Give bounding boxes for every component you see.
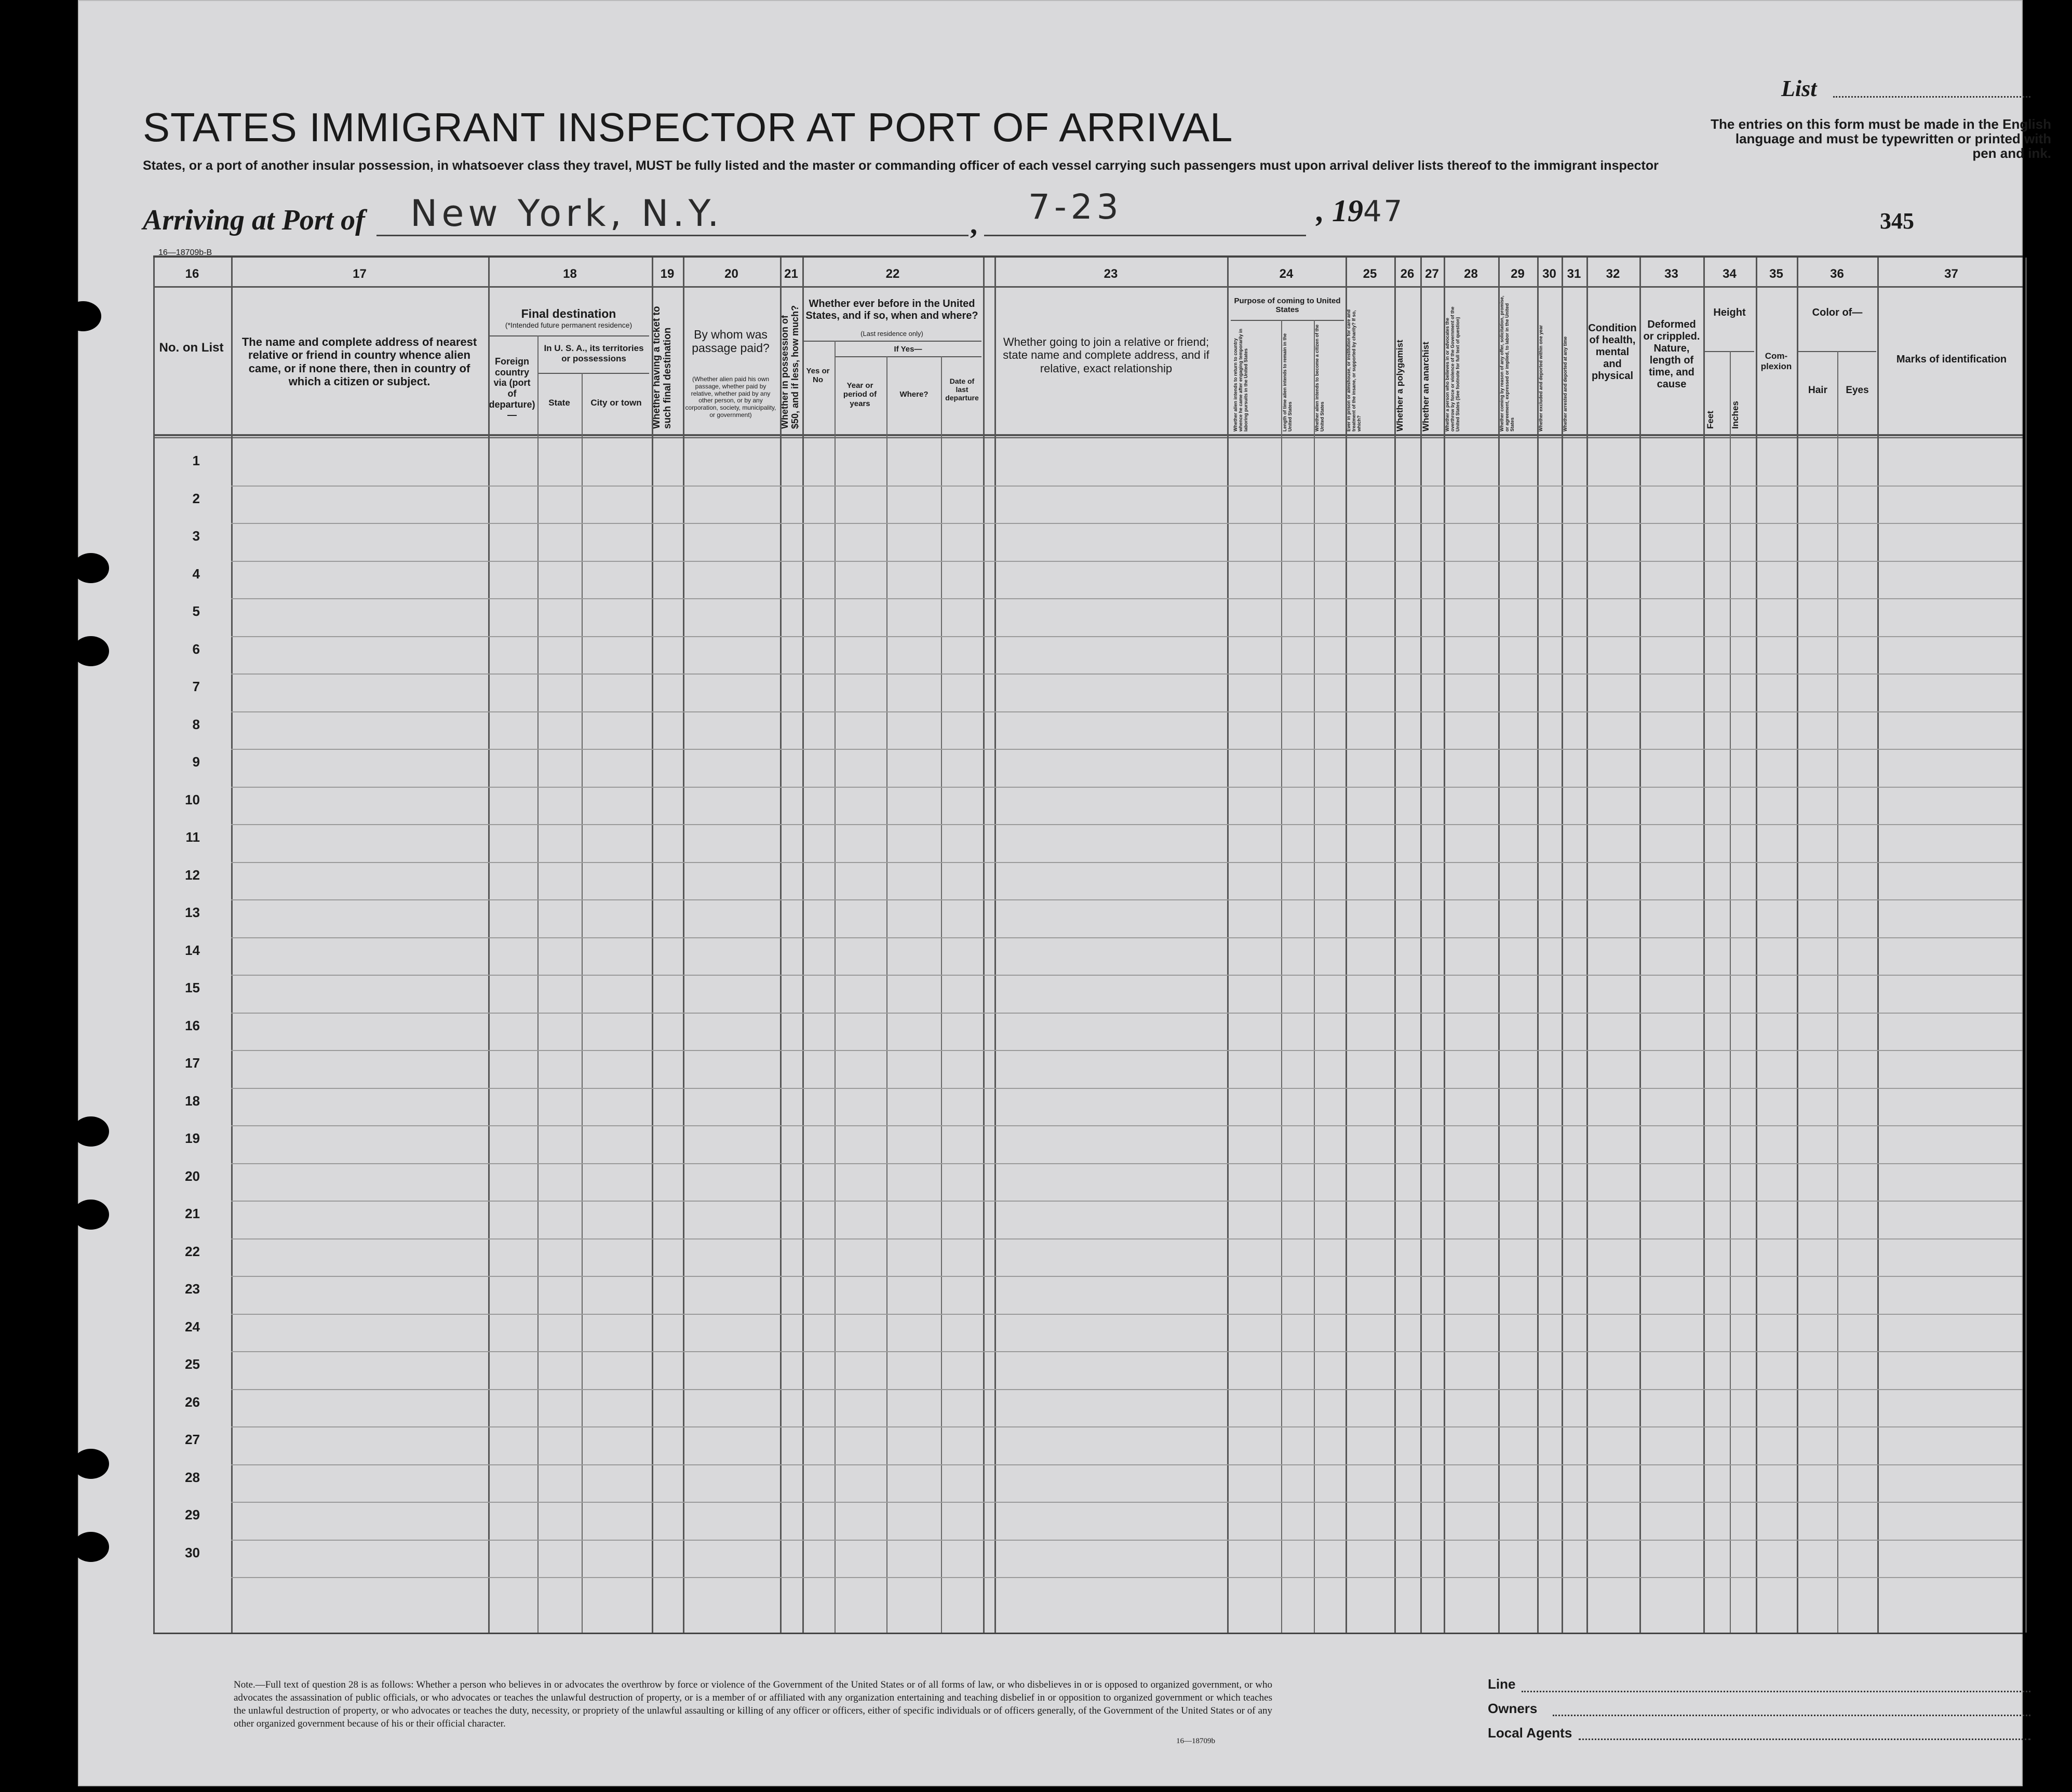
header-eyes: Eyes: [1846, 385, 1869, 396]
header-excluded: Whether excluded and deported within one year: [1538, 325, 1543, 432]
column-number-31: 31: [1567, 267, 1581, 281]
table-row[interactable]: [231, 598, 2023, 599]
table-row[interactable]: [231, 975, 2023, 976]
table-row[interactable]: [231, 1351, 2023, 1352]
column-number-33: 33: [1664, 267, 1678, 281]
row-number: 8: [192, 716, 200, 732]
subcolumn-divider: [835, 341, 836, 1633]
table-row[interactable]: [231, 673, 2023, 675]
year-value: 47: [1363, 195, 1405, 228]
form-subtitle: States, or a port of another insular possession, in whatsoever class they travel, MUST be fully listed and the master or commanding officer of each vessel carrying such passengers must upon arrival deliver lists thereof to the immigrant inspector: [143, 158, 1659, 173]
header-bottom-line-2: [153, 437, 2023, 438]
colnum-row-line: [153, 286, 2023, 288]
list-label: List: [1781, 76, 1817, 101]
row-number: 25: [185, 1356, 200, 1372]
column-number-18: 18: [563, 267, 577, 281]
header-in-usa: In U. S. A., its territories or possessions: [544, 343, 644, 363]
row-number: 18: [185, 1093, 200, 1109]
table-row[interactable]: [231, 899, 2023, 900]
date-line: [984, 235, 1306, 236]
header-date-departure: Date of last departure: [945, 377, 979, 402]
row-number: 20: [185, 1168, 200, 1184]
row-number: 11: [185, 829, 200, 845]
header-no-on-list: No. on List: [159, 341, 224, 355]
line-field: [1522, 1691, 2030, 1692]
comma: ,: [970, 208, 977, 240]
row-number: 5: [192, 603, 200, 619]
header-ticket: Whether having a ticket to such final destination: [651, 306, 673, 429]
list-number-line: [1833, 96, 2030, 98]
header-color-of: Color of—: [1812, 307, 1863, 318]
subcolumn-divider: [582, 373, 583, 1633]
column-number-30: 30: [1542, 267, 1556, 281]
subcolumn-divider: [537, 335, 539, 1633]
column-number-26: 26: [1400, 267, 1415, 281]
row-number: 17: [185, 1055, 200, 1071]
header-prison: Ever in prison or almshouse, or institution for care and treatment of the insane, or supported by charity? If so, which?: [1346, 309, 1362, 432]
subcolumn-divider: [1837, 351, 1838, 1633]
year: , 1947: [1316, 194, 1405, 228]
footnote-code: 16—18709b: [1176, 1737, 1215, 1745]
form-number: 16—18709b-B: [158, 248, 212, 257]
table-row[interactable]: [231, 787, 2023, 788]
owners-label: Owners: [1488, 1701, 1538, 1716]
manifest-page: [78, 0, 2051, 1786]
row-number: 14: [185, 942, 200, 958]
subcolumn-divider: [886, 356, 887, 1633]
table-row[interactable]: [231, 1314, 2023, 1315]
header-deformed: Deformed or crippled. Nature, length of time, and cause: [1643, 319, 1700, 390]
header-feet: Feet: [1705, 411, 1715, 429]
column-number-37: 37: [1944, 267, 1958, 281]
table-row[interactable]: [231, 1502, 2023, 1503]
column-number-21: 21: [784, 267, 798, 281]
row-number: 12: [185, 867, 200, 883]
agents-field: [1579, 1739, 2030, 1740]
header-purpose-length: Length of time alien intends to remain in the United States: [1282, 333, 1293, 432]
row-number: 13: [185, 905, 200, 920]
table-row[interactable]: [231, 711, 2023, 712]
header-final-destination: Final destination: [521, 307, 616, 320]
row-number: 22: [185, 1243, 200, 1259]
header-marks: Marks of identification: [1896, 354, 2007, 365]
row-number: 23: [185, 1281, 200, 1297]
column-number-22: 22: [885, 267, 900, 281]
subcolumn-divider: [941, 356, 942, 1633]
punch-hole: [73, 636, 109, 666]
row-number: 16: [185, 1017, 200, 1033]
row-number: 3: [192, 528, 200, 544]
column-number-17: 17: [353, 267, 367, 281]
column-number-35: 35: [1769, 267, 1783, 281]
table-row[interactable]: [231, 1389, 2023, 1390]
header-passage-paid-sub: (Whether alien paid his own passage, whether paid by relative, whether paid by any other person, or by any corporation, society, municipality, or government): [685, 375, 776, 419]
row-number: 1: [192, 453, 200, 468]
table-row[interactable]: [231, 1238, 2023, 1239]
punch-hole: [73, 1116, 109, 1147]
table-row[interactable]: [231, 1577, 2023, 1578]
column-number-25: 25: [1363, 267, 1377, 281]
header-inches: Inches: [1730, 401, 1740, 429]
agents-label: Local Agents: [1488, 1725, 1572, 1741]
line-label: Line: [1488, 1676, 1516, 1692]
punch-hole: [65, 301, 101, 331]
column-number-16: 16: [185, 267, 199, 281]
header-bottom-line: [153, 434, 2023, 436]
column-number-19: 19: [660, 267, 675, 281]
table-row[interactable]: [231, 1276, 2023, 1277]
table-row[interactable]: [231, 523, 2023, 524]
column-divider: [2025, 258, 2027, 1633]
year-prefix: 19: [1332, 194, 1363, 228]
row-number: 15: [185, 980, 200, 995]
column-number-34: 34: [1723, 267, 1737, 281]
row-number: 24: [185, 1318, 200, 1335]
header-complexion: Com- plexion: [1760, 351, 1792, 371]
table-row[interactable]: [231, 561, 2023, 562]
punch-hole: [73, 553, 109, 583]
header-overthrow: Whether a person who believes in or advocates the overthrow by force or violence of the Government of the United States (See footnote for full text of question): [1445, 306, 1460, 432]
row-number: 28: [185, 1469, 200, 1485]
arriving-label: Arriving at Port of: [143, 204, 365, 236]
table-row[interactable]: [231, 862, 2023, 863]
punch-hole: [73, 1200, 109, 1230]
column-number-27: 27: [1425, 267, 1439, 281]
row-number: 2: [192, 490, 200, 506]
subcolumn-divider: [1281, 320, 1282, 1633]
header-labor-offer: Whether coming by reason of any offer, solicitation, promise, or agreement, expressed or implied, to labor in the United States: [1499, 295, 1515, 432]
header-state: State: [548, 398, 570, 408]
punch-hole: [73, 1532, 109, 1562]
header-purpose-citizen: Whether alien intends to become a citizen of the United States: [1314, 324, 1325, 432]
table-row[interactable]: [231, 1201, 2023, 1202]
table-row[interactable]: [231, 1013, 2023, 1014]
header-health: Condition of health, mental and physical: [1588, 322, 1637, 382]
header-join-relative: Whether going to join a relative or friend; state name and complete address, and if relative, exact relationship: [1003, 335, 1209, 375]
table-row[interactable]: [231, 1088, 2023, 1089]
table-row[interactable]: [231, 1125, 2023, 1126]
header-passage-paid: By whom was passage paid?: [692, 328, 770, 355]
header-year-period: Year or period of years: [843, 381, 877, 408]
port-line: [376, 235, 968, 236]
row-number: 4: [192, 565, 200, 582]
header-where: Where?: [899, 390, 929, 399]
table-row[interactable]: [231, 1426, 2023, 1427]
header-foreign-country: Foreign country via (port of departure)—: [489, 356, 535, 421]
header-arrested: Whether arrested and deported at any time: [1563, 336, 1568, 432]
header-polygamist: Whether a polygamist: [1395, 340, 1405, 432]
subcolumn-divider: [1314, 320, 1315, 1633]
footnote: Note.—Full text of question 28 is as follows: Whether a person who believes in or advocates the overthrow by force or violence of the Government of the United States or of all forms of law, or who disbelieves in or is opposed to organized government, or who advocates the assassination of public officials, or who advocates or teaches the unlawful destruction of property, or is a member of or affiliated with any organization entertaining and teaching disbelief in or opposition to organized government or which teaches the unlawful destruction of property, or who advocates or teaches the duty, necessity, or propriety of the unlawful assaulting or killing of any officer or officers, either of specific individuals or of officers generally, of the Government of the United States or of any other organized government because of his or their official character.: [234, 1679, 1272, 1729]
header-height: Height: [1713, 307, 1746, 318]
punch-hole: [73, 1449, 109, 1479]
header-purpose: Purpose of coming to United States: [1234, 297, 1341, 315]
form-title: STATES IMMIGRANT INSPECTOR AT PORT OF ARRIVAL: [143, 104, 1233, 150]
row-number: 7: [192, 679, 200, 694]
table-row[interactable]: [231, 486, 2023, 487]
table-row[interactable]: [231, 636, 2023, 637]
row-number: 19: [185, 1130, 200, 1146]
sheet-number: 345: [1880, 208, 1914, 234]
row-number: 30: [185, 1544, 200, 1560]
row-number: 21: [185, 1206, 200, 1221]
column-number-20: 20: [724, 267, 738, 281]
header-nearest-relative: The name and complete address of nearest relative or friend in country whence alien came, or if none there, then in country of which a citizen or subject.: [241, 335, 477, 388]
column-number-29: 29: [1511, 267, 1525, 281]
header-yes-no: Yes or No: [806, 367, 830, 385]
column-number-36: 36: [1830, 267, 1844, 281]
table-row[interactable]: [231, 1050, 2023, 1051]
column-number-32: 32: [1606, 267, 1620, 281]
manifest-table: [153, 255, 2023, 1634]
table-row[interactable]: [231, 937, 2023, 938]
header-if-yes: If Yes—: [894, 345, 922, 354]
header-city: City or town: [590, 398, 642, 408]
header-fifty-dollars: Whether in possession of $50, and if less, how much?: [779, 305, 800, 429]
header-ever-before-sub: (Last residence only): [860, 330, 923, 338]
column-number-28: 28: [1464, 267, 1478, 281]
header-final-destination-sub: (*Intended future permanent residence): [505, 321, 633, 329]
header-hair: Hair: [1808, 385, 1827, 396]
port-value: New York, N.Y.: [410, 192, 723, 235]
table-row[interactable]: [231, 824, 2023, 825]
table-row[interactable]: [231, 749, 2023, 750]
row-number: 26: [185, 1394, 200, 1410]
column-number-24: 24: [1279, 267, 1294, 281]
date-value: 7-23: [1028, 187, 1123, 227]
table-row[interactable]: [231, 1464, 2023, 1465]
row-number: 10: [185, 791, 200, 807]
row-number: 27: [185, 1432, 200, 1447]
entries-note: The entries on this form must be made in the English language and must be typewritten or printed with pen and ink.: [1711, 116, 2051, 161]
table-row[interactable]: [231, 1540, 2023, 1541]
header-purpose-return: Whether alien intends to return to country whence he came after engaging temporarily in laboring pursuits in the United States: [1233, 328, 1248, 432]
header-ever-before: Whether ever before in the United States, and if so, when and where?: [805, 298, 978, 321]
table-row[interactable]: [231, 1163, 2023, 1164]
header-anarchist: Whether an anarchist: [1421, 342, 1431, 432]
row-number: 9: [192, 754, 200, 770]
subcolumn-divider: [1730, 351, 1731, 1633]
row-number: 6: [192, 641, 200, 657]
owners-field: [1553, 1715, 2030, 1716]
row-number: 29: [185, 1507, 200, 1522]
column-number-23: 23: [1104, 267, 1118, 281]
